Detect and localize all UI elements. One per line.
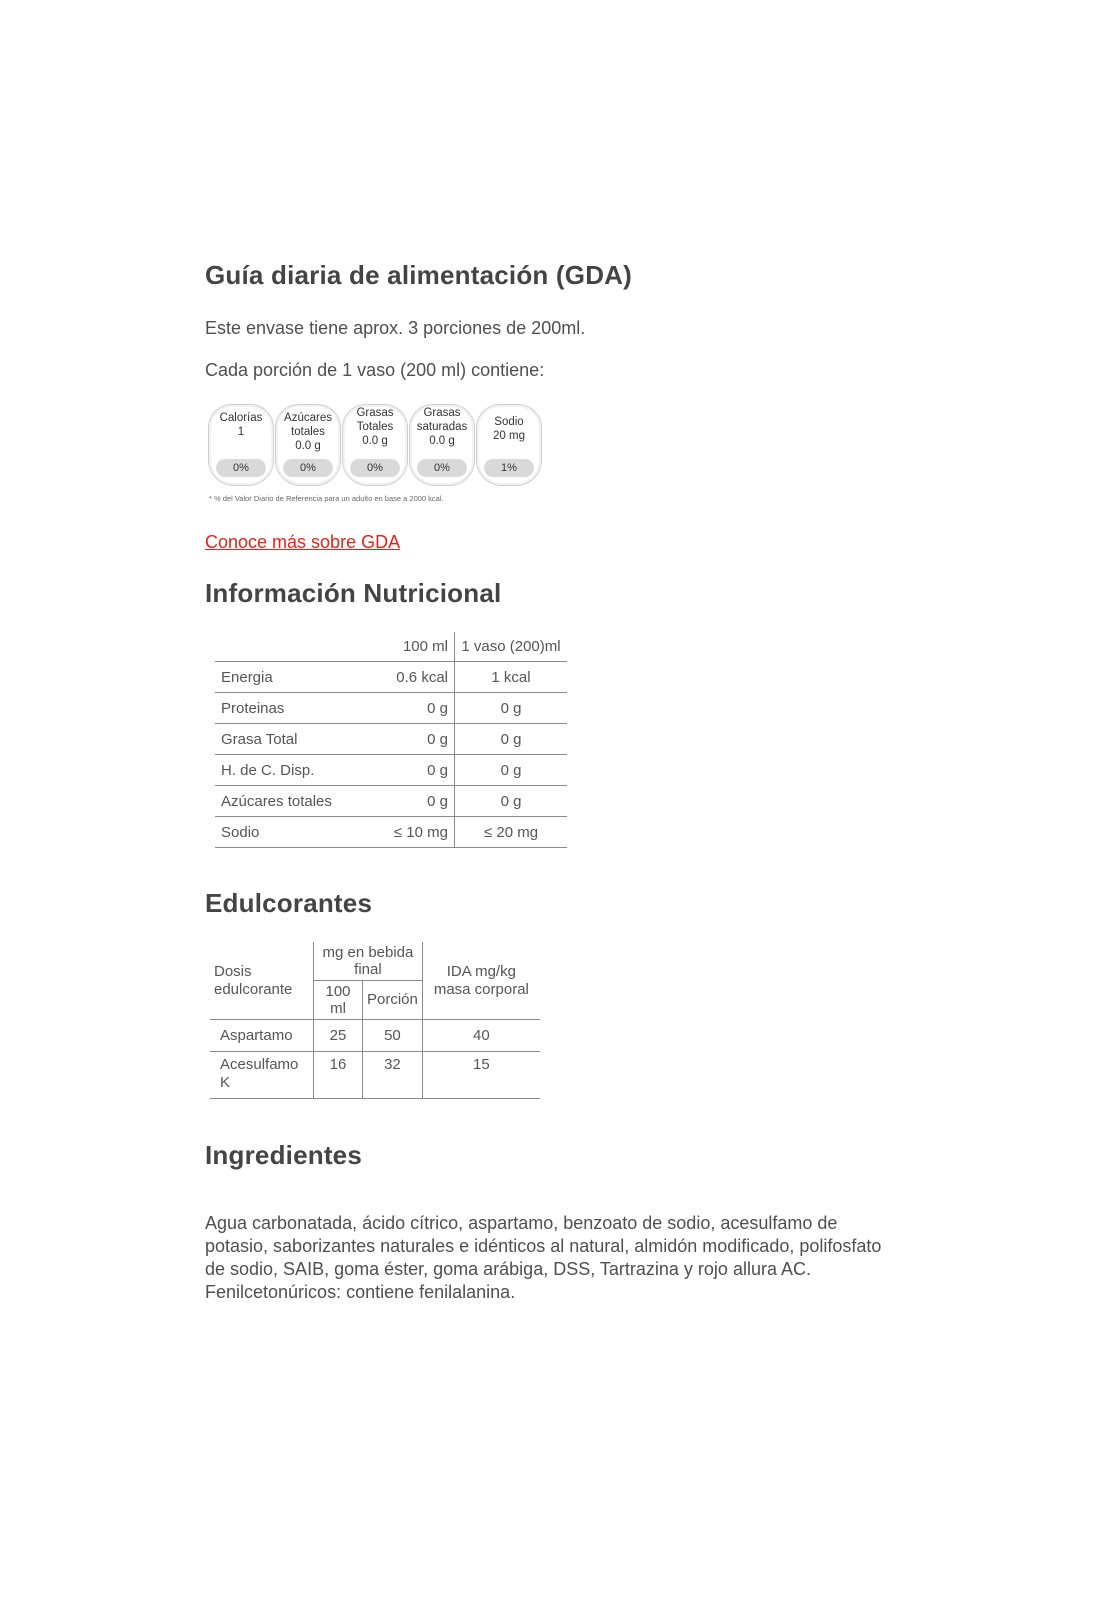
gda-badge-label: Azúcares totales 0.0 g xyxy=(284,412,332,452)
table-cell: ≤ 10 mg xyxy=(357,817,455,848)
table-cell: 0 g xyxy=(357,724,455,755)
dose-header: Dosis edulcorante xyxy=(210,942,314,1020)
gda-title: Guía diaria de alimentación (GDA) xyxy=(205,260,633,290)
table-row xyxy=(210,1052,540,1099)
table-cell: 50 xyxy=(363,1020,423,1052)
gda-badge-label: Calorías 1 xyxy=(219,412,263,438)
ingredients-title: Ingredientes xyxy=(205,1140,362,1170)
gda-badges xyxy=(208,404,560,494)
col-portion-header: Porción xyxy=(363,981,423,1020)
table-row xyxy=(215,724,567,755)
table-cell: 0 g xyxy=(455,693,568,724)
table-cell: 0 g xyxy=(455,755,568,786)
gda-badge-sugars xyxy=(275,404,341,486)
sweeteners-table xyxy=(210,942,540,1099)
table-cell: 0 g xyxy=(357,786,455,817)
gda-footnote: * % del Valor Diario de Referencia para un adulto en base a 2000 kcal. xyxy=(209,494,444,503)
ingredients-text: Agua carbonatada, ácido cítrico, aspartamo, benzoato de sodio, acesulfamo de potasio, saborizantes naturales e idénticos al natural, almidón modificado, polifosfato de sodio, SAIB, goma éster, goma arábiga, DSS, Tartrazina y rojo allura AC. Fenilcetonúricos: contiene fenilalanina. xyxy=(205,1213,882,1302)
table-header-cell xyxy=(215,632,357,662)
gda-badge-percent: 0% xyxy=(350,459,400,477)
gda-badge-percent: 0% xyxy=(417,459,467,477)
table-cell: Acesulfamo K xyxy=(210,1052,314,1099)
table-cell: 0 g xyxy=(357,755,455,786)
table-header-row xyxy=(210,942,540,981)
gda-badge-label: Grasas Totales 0.0 g xyxy=(356,407,394,447)
table-cell: 0 g xyxy=(357,693,455,724)
gda-badge-percent: 1% xyxy=(484,459,534,477)
gda-learn-more-link[interactable]: Conoce más sobre GDA xyxy=(205,532,401,552)
gda-badge-percent: 0% xyxy=(216,459,266,477)
table-cell: ≤ 20 mg xyxy=(455,817,568,848)
table-row xyxy=(215,755,567,786)
gda-badge-sodium xyxy=(476,404,542,486)
table-header-cell: 1 vaso (200)ml xyxy=(455,632,568,662)
table-cell: Grasa Total xyxy=(215,724,357,755)
table-cell: Aspartamo xyxy=(210,1020,314,1052)
table-cell: Azúcares totales xyxy=(215,786,357,817)
table-header-row xyxy=(215,632,567,662)
nutrition-title: Información Nutricional xyxy=(205,578,502,608)
table-row xyxy=(215,786,567,817)
gda-servings-text: Este envase tiene aprox. 3 porciones de 200ml. xyxy=(205,318,586,338)
nutrition-table xyxy=(215,632,567,848)
gda-badge-label: Grasas saturadas 0.0 g xyxy=(416,407,468,447)
table-cell: 40 xyxy=(422,1020,540,1052)
gda-badge-calories xyxy=(208,404,274,486)
table-cell: Proteinas xyxy=(215,693,357,724)
table-cell: 25 xyxy=(314,1020,363,1052)
table-cell: H. de C. Disp. xyxy=(215,755,357,786)
mg-header: mg en bebida final xyxy=(314,942,423,981)
table-row xyxy=(210,1020,540,1052)
table-row xyxy=(215,817,567,848)
table-cell: 0.6 kcal xyxy=(357,662,455,693)
table-cell: 0 g xyxy=(455,786,568,817)
table-cell: 15 xyxy=(422,1052,540,1099)
table-row xyxy=(215,662,567,693)
table-row xyxy=(215,693,567,724)
table-header-cell: 100 ml xyxy=(357,632,455,662)
sweeteners-title: Edulcorantes xyxy=(205,888,373,918)
gda-portion-text: Cada porción de 1 vaso (200 ml) contiene: xyxy=(205,360,545,380)
gda-badge-label: Sodio 20 mg xyxy=(493,416,525,442)
gda-badge-saturated-fat xyxy=(409,404,475,486)
table-cell: 1 kcal xyxy=(455,662,568,693)
table-cell: 16 xyxy=(314,1052,363,1099)
table-cell: Sodio xyxy=(215,817,357,848)
gda-badge-percent: 0% xyxy=(283,459,333,477)
table-cell: 0 g xyxy=(455,724,568,755)
gda-badge-total-fat xyxy=(342,404,408,486)
table-cell: 32 xyxy=(363,1052,423,1099)
col-100ml-header: 100 ml xyxy=(314,981,363,1020)
table-cell: Energia xyxy=(215,662,357,693)
ida-header: IDA mg/kg masa corporal xyxy=(422,942,540,1020)
